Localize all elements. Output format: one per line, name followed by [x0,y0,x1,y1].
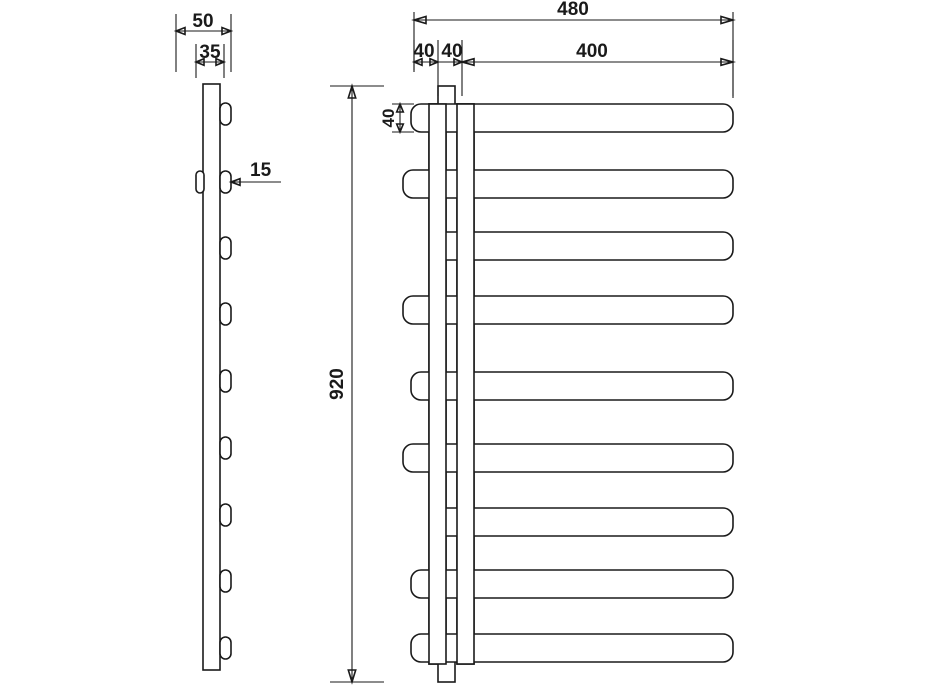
side-bar-9 [220,637,231,659]
front-dim-40b-label: 40 [441,41,463,62]
side-bar-4 [220,303,231,325]
side-dim-35-label: 35 [199,42,221,63]
front-rail-6 [403,444,733,472]
side-bar-5 [220,370,231,392]
front-dim-400-label: 400 [576,41,608,62]
side-bar-1 [220,103,231,125]
front-dim-480-label: 480 [557,0,589,20]
front-manifold-right-outline [457,104,474,664]
front-view-geometry [403,86,733,682]
side-dim-50-label: 50 [192,11,214,32]
front-rail-7 [430,508,733,536]
side-view-body [203,84,220,670]
side-bar-8 [220,570,231,592]
front-dim-40-vertical-label: 40 [379,108,398,128]
front-rail-3 [430,232,733,260]
front-rail-4 [403,296,733,324]
front-dim-920-label: 920 [327,368,348,400]
front-dim-40a-label: 40 [413,41,435,62]
front-manifold-left-outline [429,104,446,664]
side-bar-3 [220,237,231,259]
side-view-geometry [196,84,231,670]
side-bar-left [196,171,204,193]
side-dim-15-label: 15 [250,160,272,181]
front-rail-2 [403,170,733,198]
side-bar-7 [220,504,231,526]
side-bar-6 [220,437,231,459]
